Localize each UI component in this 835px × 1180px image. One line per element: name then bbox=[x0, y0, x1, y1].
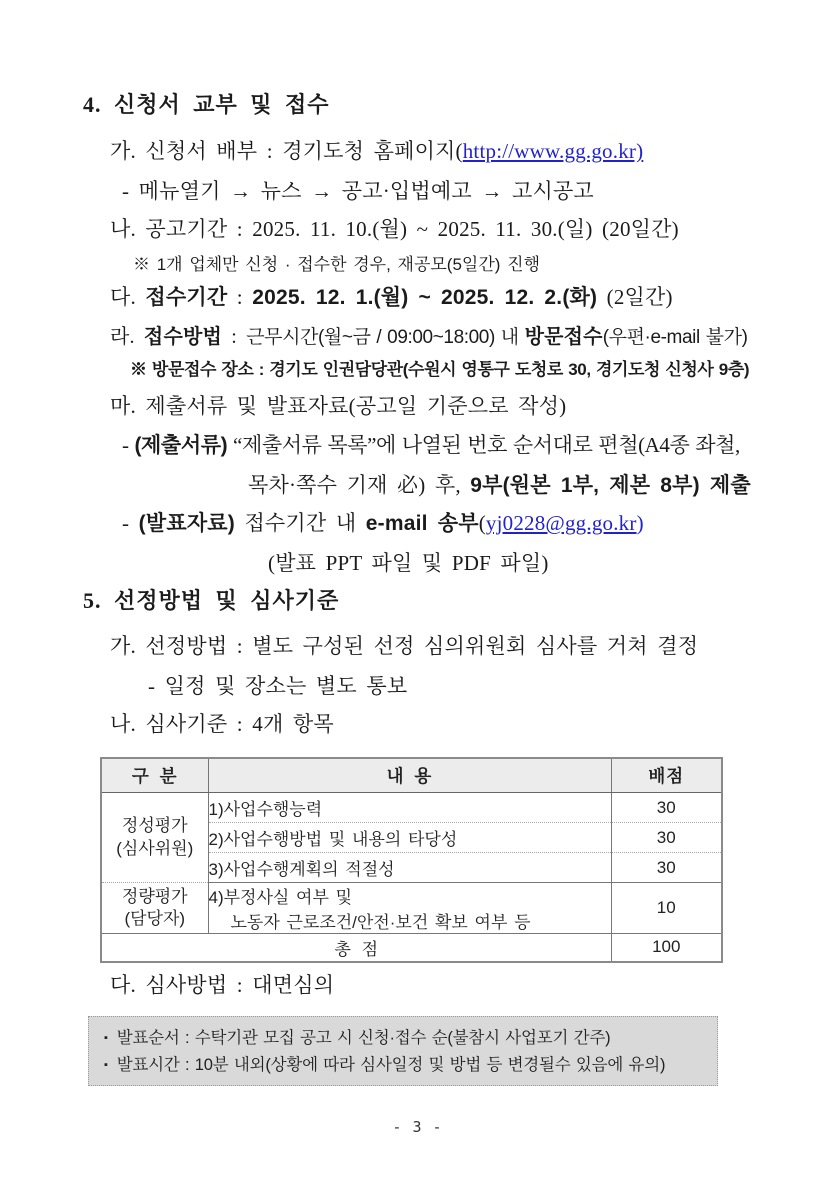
item-notice-period: 나. 공고기간 : 2025. 11. 10.(월) ~ 2025. 11. 30.(일) (20일간) bbox=[110, 217, 679, 241]
table-total-row bbox=[101, 934, 722, 962]
submission-docs-text2: 목차·쪽수 기재 必) 후, bbox=[248, 473, 471, 497]
criterion-2: 2)사업수행방법 및 내용의 타당성 bbox=[208, 823, 611, 853]
receipt-period-prefix: 다. bbox=[110, 285, 146, 309]
col-header-content: 내 용 bbox=[208, 758, 611, 793]
item-distribution-text: 가. 신청서 배부 : 경기도청 홈페이지( bbox=[110, 139, 463, 163]
total-score: 100 bbox=[611, 934, 722, 962]
group-quantitative bbox=[101, 883, 208, 934]
receipt-period-days: (2일간) bbox=[597, 285, 673, 309]
email-send-label: e-mail 송부 bbox=[365, 512, 479, 535]
homepage-link[interactable]: http://www.gg.go.kr) bbox=[462, 139, 644, 163]
submission-docs-text1: “제출서류 목록”에 나열된 번호 순서대로 편철(A4종 좌철, bbox=[227, 433, 740, 457]
visit-receipt-label: 방문접수 bbox=[524, 326, 603, 348]
presentation-docs-dash: - bbox=[122, 511, 139, 535]
presentation-docs-paren-open: ( bbox=[478, 511, 486, 535]
submission-docs-line2 bbox=[248, 473, 751, 498]
group-qualitative bbox=[101, 793, 208, 883]
receipt-period-label: 접수기간 bbox=[145, 286, 228, 309]
submission-docs-copies: 9부(원본 1부, 제본 8부) 제출 bbox=[470, 474, 751, 497]
square-bullet-icon: ▪ bbox=[104, 1032, 108, 1044]
receipt-period-dates: 2025. 12. 1.(월) ~ 2025. 12. 2.(화) bbox=[252, 286, 598, 309]
receipt-method-prefix: 라. bbox=[110, 326, 144, 348]
table-header-row bbox=[101, 758, 722, 793]
criterion-1: 1)사업수행능력 bbox=[208, 793, 611, 823]
receipt-method-label: 접수방법 bbox=[143, 326, 223, 348]
criterion-4-line2: 노동자 근로조건/안전·보건 확보 여부 등 bbox=[230, 913, 531, 932]
email-link[interactable]: yj0228@gg.go.kr bbox=[485, 511, 637, 535]
note-visit-location: ※ 방문접수 장소 : 경기도 인권담당관(수원시 영통구 도청로 30, 경기도청 신청사 9층) bbox=[130, 360, 750, 379]
receipt-method-colon: : bbox=[222, 326, 247, 348]
col-header-category: 구 분 bbox=[101, 758, 208, 793]
item-review-method: 다. 심사방법 : 대면심의 bbox=[110, 973, 335, 997]
item-selection-method: 가. 선정방법 : 별도 구성된 선정 심의위원회 심사를 거쳐 결정 bbox=[110, 634, 699, 658]
submission-docs-dash: - bbox=[122, 433, 135, 457]
table-row bbox=[101, 883, 722, 934]
criterion-3-score: 30 bbox=[611, 853, 722, 883]
criterion-1-score: 30 bbox=[611, 793, 722, 823]
list-item bbox=[104, 1025, 709, 1052]
item-documents: 마. 제출서류 및 발표자료(공고일 기준으로 작성) bbox=[110, 394, 567, 418]
submission-docs-line1 bbox=[122, 433, 740, 458]
col-header-score: 배점 bbox=[611, 758, 722, 793]
group-quantitative-evaluator: (담당자) bbox=[124, 909, 186, 928]
presentation-docs-line bbox=[122, 511, 644, 536]
criterion-2-score: 30 bbox=[611, 823, 722, 853]
submission-docs-label: (제출서류) bbox=[134, 434, 228, 457]
presentation-file-types: (발표 PPT 파일 및 PDF 파일) bbox=[268, 551, 549, 575]
criterion-3: 3)사업수행계획의 적절성 bbox=[208, 853, 611, 883]
group-qualitative-name: 정성평가 bbox=[121, 816, 188, 836]
criteria-table-wrapper bbox=[100, 757, 723, 963]
section4-title: 4. 신청서 교부 및 접수 bbox=[83, 92, 330, 117]
item-receipt-method bbox=[110, 325, 748, 350]
square-bullet-icon: ▪ bbox=[104, 1059, 108, 1071]
page-number: - 3 - bbox=[392, 1118, 443, 1136]
presentation-docs-text1: 접수기간 내 bbox=[235, 511, 366, 535]
note-reapply: ※ 1개 업체만 신청 · 접수한 경우, 재공모(5일간) 진행 bbox=[133, 255, 540, 274]
menu-path: - 메뉴열기 → 뉴스 → 공고·입법예고 → 고시공고 bbox=[122, 179, 594, 203]
receipt-method-restriction: (우편·e-mail 불가) bbox=[602, 327, 748, 348]
criterion-4 bbox=[208, 883, 611, 934]
receipt-period-colon: : bbox=[227, 285, 253, 309]
item-receipt-period bbox=[110, 285, 673, 310]
group-qualitative-evaluator: (심사위원) bbox=[116, 838, 194, 858]
total-label: 총 점 bbox=[101, 934, 611, 962]
section5-title: 5. 선정방법 및 심사기준 bbox=[83, 588, 340, 613]
criterion-4-line1: 4)부정사실 여부 및 bbox=[208, 888, 353, 907]
notice-time-text: 발표시간 : 10분 내외(상황에 따라 심사일정 및 방법 등 변경될수 있음에 유의) bbox=[116, 1056, 666, 1074]
presentation-notice-box bbox=[88, 1016, 718, 1086]
criterion-4-score: 10 bbox=[611, 883, 722, 934]
item-distribution bbox=[110, 139, 643, 164]
receipt-method-hours: 근무시간(월~금 / 09:00~18:00) 내 bbox=[246, 327, 525, 348]
notice-order-text: 발표순서 : 수탁기관 모집 공고 시 신청·접수 순(불참시 사업포기 간주) bbox=[116, 1029, 611, 1047]
table-row bbox=[101, 793, 722, 823]
group-quantitative-name: 정량평가 bbox=[121, 886, 188, 906]
presentation-docs-label: (발표자료) bbox=[138, 512, 235, 535]
criteria-table bbox=[100, 757, 723, 963]
list-item bbox=[104, 1052, 709, 1079]
item-criteria: 나. 심사기준 : 4개 항목 bbox=[110, 712, 334, 736]
presentation-docs-paren-close: ) bbox=[636, 511, 644, 535]
selection-schedule-note: - 일정 및 장소는 별도 통보 bbox=[148, 674, 408, 698]
